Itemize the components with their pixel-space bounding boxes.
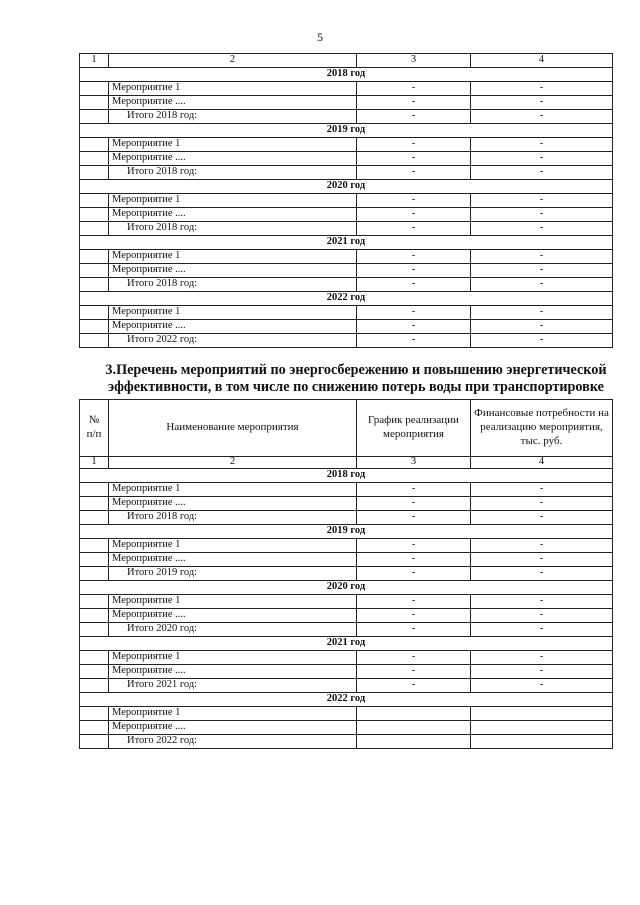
finance-cell: - [471, 264, 613, 278]
measure-name: Мероприятие .... [109, 609, 357, 623]
header-name: Наименование мероприятия [109, 400, 357, 457]
total-label: Итого 2018 год: [109, 222, 357, 236]
year-row [80, 525, 613, 539]
year-label: 2021 год [80, 637, 613, 651]
table-row [80, 497, 613, 511]
finance-cell: - [471, 497, 613, 511]
table-row [80, 665, 613, 679]
column-number: 3 [357, 54, 471, 68]
table-row [80, 264, 613, 278]
measure-name: Мероприятие 1 [109, 651, 357, 665]
total-row [80, 567, 613, 581]
year-label: 2019 год [80, 124, 613, 138]
year-label: 2019 год [80, 525, 613, 539]
total-schedule: - [357, 166, 471, 180]
total-row [80, 222, 613, 236]
measure-name: Мероприятие 1 [109, 539, 357, 553]
finance-cell [471, 721, 613, 735]
schedule-cell: - [357, 497, 471, 511]
total-label: Итого 2018 год: [109, 110, 357, 124]
header-finance: Финансовые потребности на реализацию мероприятия, тыс. руб. [471, 400, 613, 457]
year-row [80, 236, 613, 250]
row-num-cell [80, 595, 109, 609]
schedule-cell: - [357, 250, 471, 264]
row-num-cell [80, 138, 109, 152]
finance-cell: - [471, 152, 613, 166]
total-label: Итого 2022 год: [109, 735, 357, 749]
year-label: 2020 год [80, 581, 613, 595]
row-num-cell [80, 110, 109, 124]
schedule-cell: - [357, 194, 471, 208]
total-finance: - [471, 679, 613, 693]
finance-cell: - [471, 250, 613, 264]
finance-cell: - [471, 609, 613, 623]
column-numbers-row [80, 457, 613, 469]
row-num-cell [80, 553, 109, 567]
finance-cell: - [471, 651, 613, 665]
total-finance [471, 735, 613, 749]
table-row [80, 320, 613, 334]
measure-name: Мероприятие .... [109, 264, 357, 278]
total-label: Итого 2022 год: [109, 334, 357, 348]
row-num-cell [80, 82, 109, 96]
year-label: 2020 год [80, 180, 613, 194]
total-schedule: - [357, 110, 471, 124]
total-row [80, 735, 613, 749]
row-num-cell [80, 194, 109, 208]
measure-name: Мероприятие .... [109, 320, 357, 334]
column-number: 3 [357, 457, 471, 469]
measure-name: Мероприятие 1 [109, 595, 357, 609]
schedule-cell: - [357, 665, 471, 679]
measure-name: Мероприятие 1 [109, 194, 357, 208]
column-number: 2 [109, 457, 357, 469]
measure-name: Мероприятие .... [109, 553, 357, 567]
table-row [80, 152, 613, 166]
total-label: Итого 2018 год: [109, 278, 357, 292]
row-num-cell [80, 735, 109, 749]
row-num-cell [80, 222, 109, 236]
total-label: Итого 2018 год: [109, 511, 357, 525]
schedule-cell: - [357, 609, 471, 623]
schedule-cell: - [357, 96, 471, 110]
row-num-cell [80, 483, 109, 497]
row-num-cell [80, 539, 109, 553]
schedule-cell: - [357, 264, 471, 278]
total-label: Итого 2019 год: [109, 567, 357, 581]
total-schedule [357, 735, 471, 749]
year-label: 2018 год [80, 68, 613, 82]
table-header-row [80, 400, 613, 457]
year-row [80, 124, 613, 138]
measure-name: Мероприятие .... [109, 208, 357, 222]
row-num-cell [80, 208, 109, 222]
schedule-cell: - [357, 553, 471, 567]
finance-cell: - [471, 194, 613, 208]
measure-name: Мероприятие 1 [109, 82, 357, 96]
total-schedule: - [357, 278, 471, 292]
table-row [80, 609, 613, 623]
table-row [80, 553, 613, 567]
row-num-cell [80, 623, 109, 637]
row-num-cell [80, 609, 109, 623]
year-row [80, 469, 613, 483]
measure-name: Мероприятие .... [109, 497, 357, 511]
year-row [80, 637, 613, 651]
finance-cell: - [471, 96, 613, 110]
schedule-cell: - [357, 152, 471, 166]
table-row [80, 306, 613, 320]
finance-cell: - [471, 553, 613, 567]
column-numbers-row [80, 54, 613, 68]
schedule-cell: - [357, 651, 471, 665]
finance-cell: - [471, 483, 613, 497]
measure-name: Мероприятие 1 [109, 138, 357, 152]
finance-cell: - [471, 138, 613, 152]
section-3-title: 3.Перечень мероприятий по энергосбережению и повышению энергетической эффективности, в том числе по снижению потерь воды при транспортировке [105, 362, 607, 395]
year-row [80, 292, 613, 306]
schedule-cell: - [357, 306, 471, 320]
schedule-cell: - [357, 208, 471, 222]
total-schedule: - [357, 222, 471, 236]
row-num-cell [80, 511, 109, 525]
measure-name: Мероприятие 1 [109, 483, 357, 497]
total-schedule: - [357, 679, 471, 693]
year-label: 2022 год [80, 693, 613, 707]
table-row [80, 651, 613, 665]
schedule-cell: - [357, 483, 471, 497]
total-label: Итого 2018 год: [109, 166, 357, 180]
measure-name: Мероприятие 1 [109, 250, 357, 264]
finance-cell: - [471, 306, 613, 320]
column-number: 4 [471, 54, 613, 68]
table-row [80, 250, 613, 264]
table-row [80, 721, 613, 735]
total-schedule: - [357, 511, 471, 525]
finance-cell: - [471, 82, 613, 96]
page-number: 5 [317, 30, 323, 44]
total-row [80, 278, 613, 292]
column-number: 2 [109, 54, 357, 68]
total-schedule: - [357, 567, 471, 581]
measure-name: Мероприятие .... [109, 665, 357, 679]
row-num-cell [80, 250, 109, 264]
table-row [80, 82, 613, 96]
total-row [80, 166, 613, 180]
row-num-cell [80, 707, 109, 721]
row-num-cell [80, 567, 109, 581]
schedule-cell: - [357, 320, 471, 334]
year-label: 2021 год [80, 236, 613, 250]
finance-cell: - [471, 665, 613, 679]
table-row [80, 208, 613, 222]
total-finance: - [471, 110, 613, 124]
total-finance: - [471, 278, 613, 292]
measure-name: Мероприятие .... [109, 152, 357, 166]
row-num-cell [80, 679, 109, 693]
finance-cell: - [471, 320, 613, 334]
finance-cell [471, 707, 613, 721]
schedule-cell [357, 721, 471, 735]
table-row [80, 539, 613, 553]
row-num-cell [80, 264, 109, 278]
total-finance: - [471, 567, 613, 581]
year-label: 2018 год [80, 469, 613, 483]
total-label: Итого 2021 год: [109, 679, 357, 693]
schedule-cell [357, 707, 471, 721]
row-num-cell [80, 278, 109, 292]
column-number: 1 [80, 54, 109, 68]
row-num-cell [80, 721, 109, 735]
table-row [80, 138, 613, 152]
row-num-cell [80, 320, 109, 334]
year-row [80, 581, 613, 595]
schedule-cell: - [357, 82, 471, 96]
row-num-cell [80, 497, 109, 511]
total-finance: - [471, 623, 613, 637]
table-row [80, 595, 613, 609]
total-row [80, 110, 613, 124]
row-num-cell [80, 334, 109, 348]
total-label: Итого 2020 год: [109, 623, 357, 637]
total-row [80, 334, 613, 348]
header-num: № п/п [80, 400, 109, 457]
row-num-cell [80, 306, 109, 320]
energy-saving-measures-table [79, 399, 613, 749]
total-finance: - [471, 334, 613, 348]
total-row [80, 623, 613, 637]
year-label: 2022 год [80, 292, 613, 306]
column-number: 1 [80, 457, 109, 469]
row-num-cell [80, 651, 109, 665]
finance-cell: - [471, 208, 613, 222]
total-row [80, 679, 613, 693]
total-finance: - [471, 511, 613, 525]
finance-cell: - [471, 539, 613, 553]
total-finance: - [471, 222, 613, 236]
measures-table-continued [79, 53, 613, 348]
finance-cell: - [471, 595, 613, 609]
total-schedule: - [357, 334, 471, 348]
year-row [80, 180, 613, 194]
table-row [80, 483, 613, 497]
table-row [80, 707, 613, 721]
total-finance: - [471, 166, 613, 180]
measure-name: Мероприятие .... [109, 721, 357, 735]
year-row [80, 693, 613, 707]
measure-name: Мероприятие 1 [109, 306, 357, 320]
total-row [80, 511, 613, 525]
year-row [80, 68, 613, 82]
row-num-cell [80, 152, 109, 166]
total-schedule: - [357, 623, 471, 637]
schedule-cell: - [357, 138, 471, 152]
table-row [80, 96, 613, 110]
measure-name: Мероприятие 1 [109, 707, 357, 721]
row-num-cell [80, 665, 109, 679]
schedule-cell: - [357, 539, 471, 553]
header-schedule: График реализации мероприятия [357, 400, 471, 457]
measure-name: Мероприятие .... [109, 96, 357, 110]
column-number: 4 [471, 457, 613, 469]
schedule-cell: - [357, 595, 471, 609]
table-row [80, 194, 613, 208]
row-num-cell [80, 96, 109, 110]
row-num-cell [80, 166, 109, 180]
